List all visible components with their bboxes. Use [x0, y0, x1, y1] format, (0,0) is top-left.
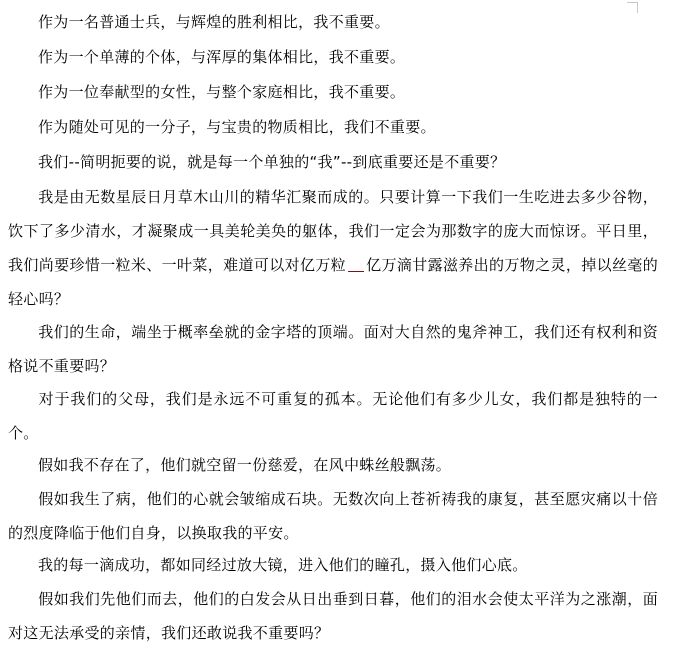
fill-in-blank[interactable] [348, 270, 364, 272]
paragraph-6 [8, 180, 658, 316]
paragraph-4-text: 作为随处可见的一分子，与宝贵的物质相比，我们不重要。 [38, 118, 436, 136]
paragraph-10-text: 假如我生了病，他们的心就会皱缩成石块。无数次向上苍祈祷我的康复，甚至愿灾痛以十倍的烈度降临于他们自身，以换取我的平安。 [8, 490, 658, 542]
paragraph-3 [8, 75, 658, 109]
paragraph-6-text-after-blank: 亿万滴甘露滋养出的万物之灵，掉以丝毫的轻心吗？ [8, 256, 658, 308]
paragraph-7 [8, 315, 658, 383]
paragraph-5 [8, 145, 658, 179]
paragraph-12-text: 假如我们先他们而去，他们的白发会从日出垂到日暮，他们的泪水会使太平洋为之涨潮，面对这无法承受的亲情，我们还敢说我不重要吗？ [8, 590, 658, 642]
paragraph-2 [8, 40, 658, 74]
paragraph-1-text: 作为一名普通士兵，与辉煌的胜利相比，我不重要。 [38, 13, 390, 31]
paragraph-10 [8, 482, 658, 550]
paragraph-11 [8, 548, 658, 582]
paragraph-5-text: 我们--简明扼要的说，就是每一个单独的“我”--到底重要还是不重要？ [38, 153, 506, 171]
paragraph-6-text-before-blank: 我是由无数星辰日月草木山川的精华汇聚而成的。只要计算一下我们一生吃进去多少谷物，饮下了多少清水，才凝聚成一具美轮美奂的躯体，我们一定会为那数字的庞大而惊讶。平日里，我们尚要珍惜一粒米、一叶菜，难道可以对亿万粒 [8, 188, 658, 274]
paragraph-4 [8, 110, 658, 144]
paragraph-9 [8, 448, 658, 482]
paragraph-8-text: 对于我们的父母，我们是永远不可重复的孤本。无论他们有多少儿女，我们都是独特的一个。 [8, 390, 658, 442]
paragraph-9-text: 假如我不存在了，他们就空留一份慈爱，在风中蛛丝般飘荡。 [38, 456, 452, 474]
paragraph-8 [8, 382, 658, 450]
paragraph-12 [8, 582, 658, 650]
paragraph-3-text: 作为一位奉献型的女性，与整个家庭相比，我不重要。 [38, 83, 406, 101]
paragraph-11-text: 我的每一滴成功，都如同经过放大镜，进入他们的瞳孔，摄入他们心底。 [38, 556, 528, 574]
paragraph-1 [8, 5, 658, 39]
paragraph-7-text: 我们的生命，端坐于概率垒就的金字塔的顶端。面对大自然的鬼斧神工，我们还有权利和资格说不重要吗？ [8, 323, 658, 375]
paragraph-2-text: 作为一个单薄的个体，与浑厚的集体相比，我不重要。 [38, 48, 406, 66]
